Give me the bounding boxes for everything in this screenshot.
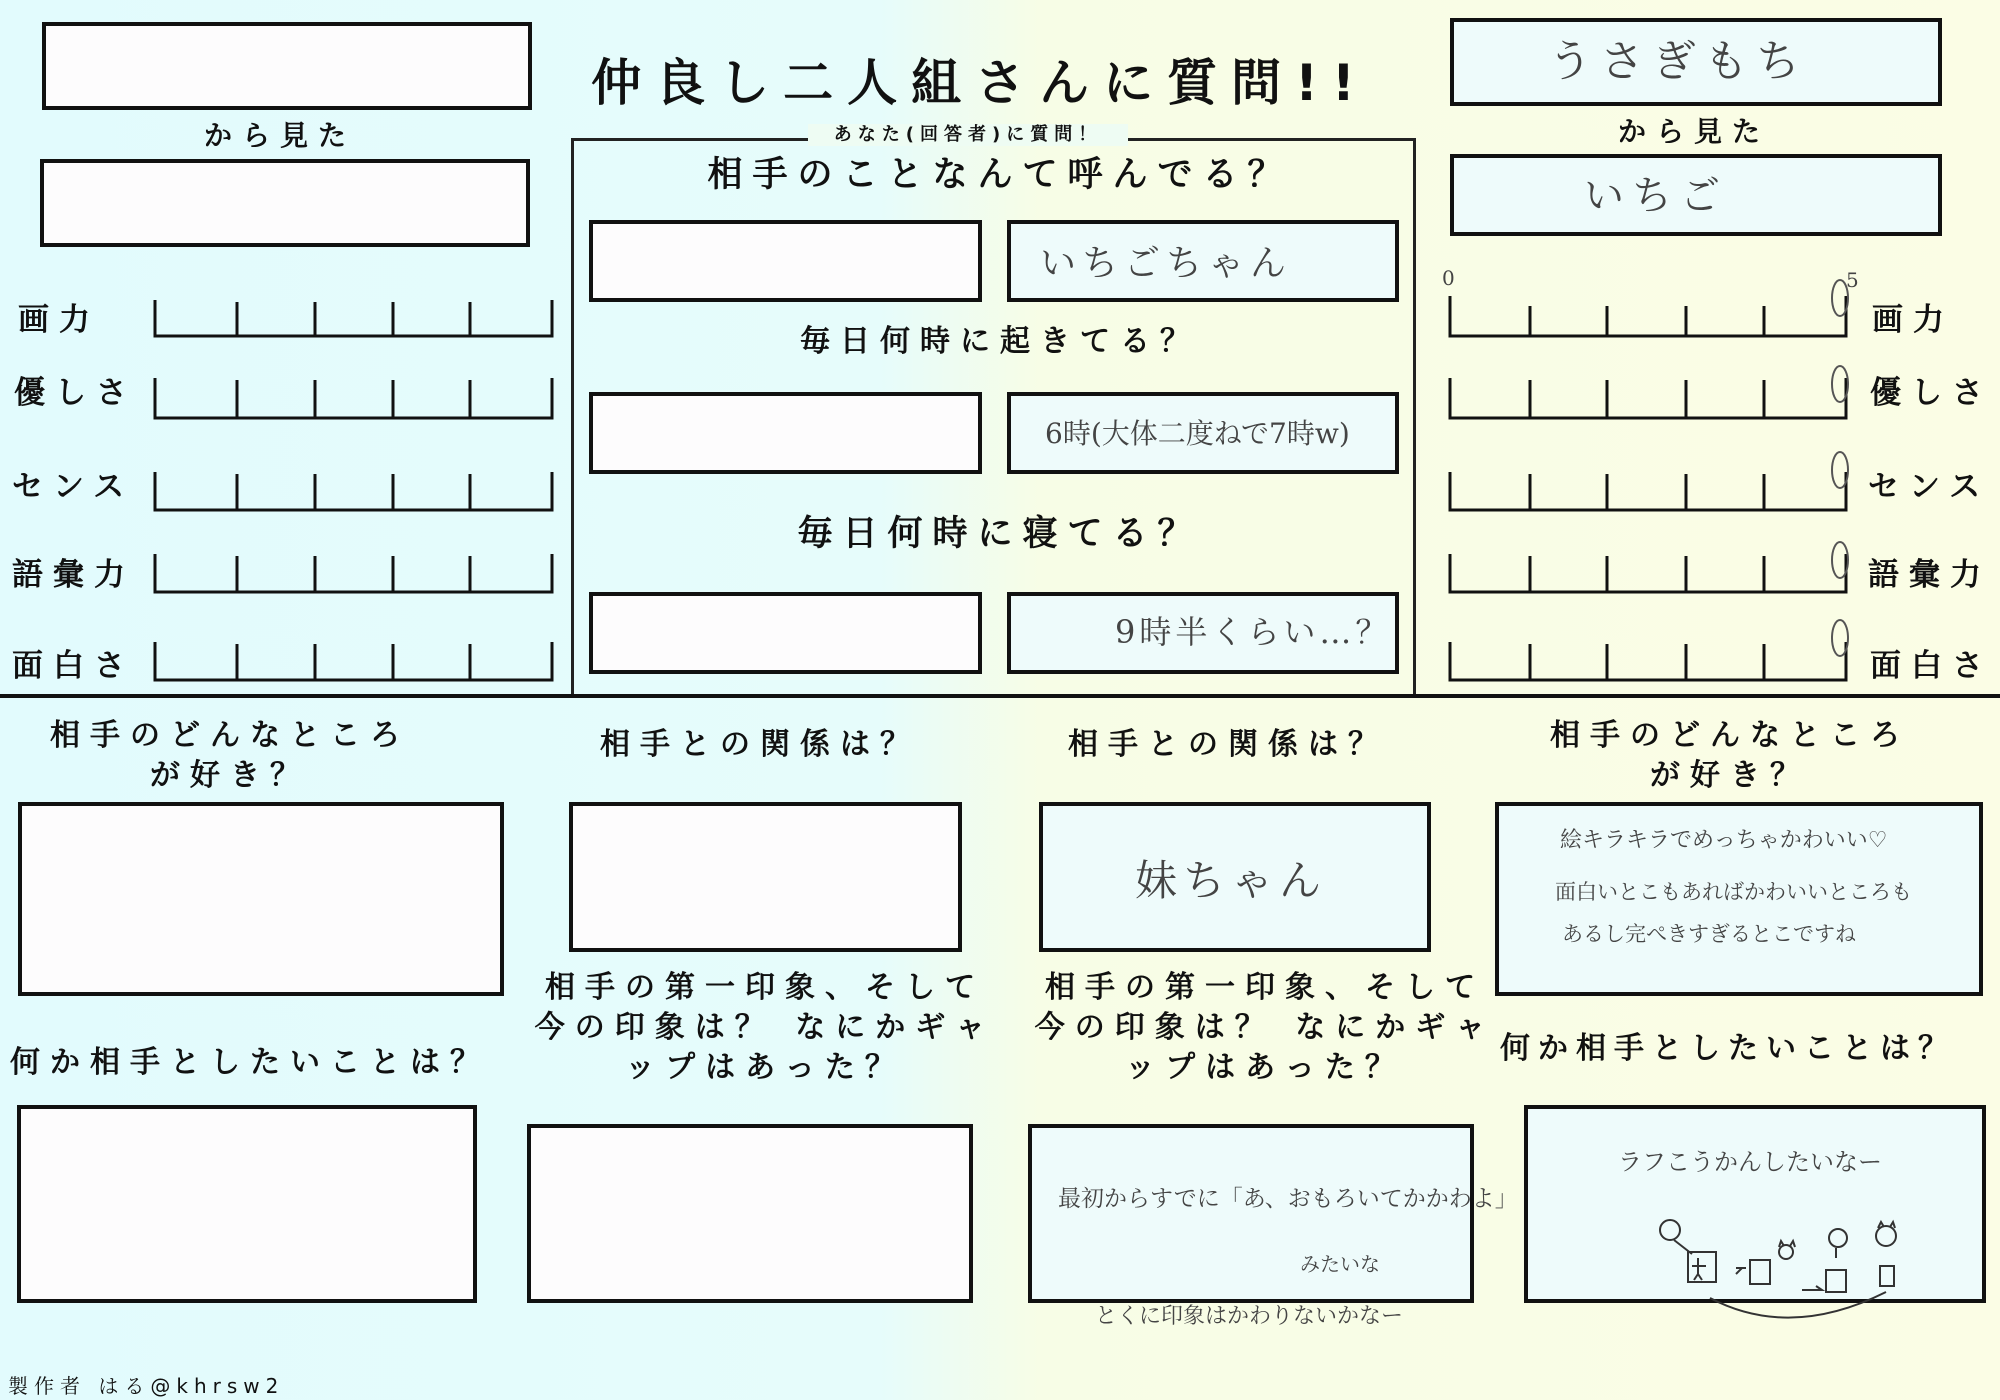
center-legend: あなた(回答者)に質問！ <box>808 124 1128 146</box>
question-like-left: 相手のどんなところ が好き？ <box>50 718 410 793</box>
answer-like-left[interactable] <box>18 802 504 996</box>
right-scale-5 <box>1450 642 1846 680</box>
right-stat-label: 画力 <box>1872 302 1954 338</box>
question-like-right: 相手のどんなところ が好き？ <box>1550 718 1910 793</box>
left-stat-label: 優しさ <box>14 375 137 411</box>
answer-nickname-left[interactable] <box>589 220 982 302</box>
left-scale-1 <box>155 300 552 336</box>
answer-sleep-left[interactable] <box>589 592 982 674</box>
left-stat-label: 面白さ <box>12 648 135 684</box>
handwritten-wake: 6時(大体二度ねで7時w) <box>1045 417 1350 450</box>
handwritten-name-from: うさぎもち <box>1548 36 1808 87</box>
right-stat-label: センス <box>1868 469 1991 505</box>
page-title: 仲良し二人組さんに質問!! <box>591 54 1369 112</box>
section-divider <box>0 694 2000 698</box>
right-scale-2 <box>1450 378 1846 418</box>
right-stat-label: 優しさ <box>1870 375 1993 411</box>
left-scale-5 <box>155 642 552 680</box>
left-rating-scales[interactable] <box>0 0 560 700</box>
credit-text: 製作者 はる@khrsw2 <box>8 1374 285 1398</box>
right-from-label: から見た <box>1617 115 1770 148</box>
right-rating-scales[interactable] <box>1400 0 2000 700</box>
left-stat-label: センス <box>12 469 135 505</box>
answer-impression-right[interactable] <box>1028 1124 1474 1303</box>
handwritten-like-1: 絵キラキラでめっちゃかわいい♡ <box>1560 828 1888 853</box>
handwritten-relation: 妹ちゃん <box>1135 856 1328 905</box>
right-stat-label: 面白さ <box>1870 648 1993 684</box>
handwritten-like-2: 面白いとこもあればかわいいところも <box>1555 880 1912 904</box>
left-scale-2 <box>155 378 552 418</box>
scale-end-label: 5 <box>1846 268 1859 292</box>
rating-mark <box>1832 620 1848 656</box>
left-scale-3 <box>155 472 552 510</box>
right-scale-4 <box>1450 554 1846 592</box>
question-want-right: 何か相手としたいことは？ <box>1500 1031 1956 1066</box>
answer-want-left[interactable] <box>17 1105 477 1303</box>
question-sleep: 毎日何時に寝てる？ <box>797 514 1203 554</box>
question-relation-right: 相手との関係は？ <box>1068 727 1388 762</box>
question-relation-left: 相手との関係は？ <box>600 727 920 762</box>
question-want-left: 何か相手としたいことは？ <box>10 1045 490 1080</box>
handwritten-impression-2: みたいな <box>1300 1252 1380 1276</box>
doodle-sketch <box>1640 1190 1910 1320</box>
right-scale-3 <box>1450 472 1846 510</box>
handwritten-like-3: あるし完ぺきすぎるとこですね <box>1562 922 1856 946</box>
question-nickname: 相手のことなんて呼んでる？ <box>707 155 1293 195</box>
answer-impression-left[interactable] <box>527 1124 973 1303</box>
left-stat-label: 画力 <box>18 302 100 338</box>
left-scale-4 <box>155 554 552 592</box>
handwritten-sleep: 9時半くらい…？ <box>1115 613 1392 651</box>
right-stat-label: 語彙力 <box>1868 557 1991 593</box>
rating-mark <box>1832 452 1848 488</box>
handwritten-nickname: いちごちゃん <box>1040 243 1293 284</box>
question-impression-left: 相手の第一印象、そして 今の印象は？ なにかギャップはあった？ <box>534 970 996 1085</box>
handwritten-impression-3: とくに印象はかわりないかなー <box>1095 1304 1404 1329</box>
scale-start-label: 0 <box>1442 266 1455 290</box>
handwritten-want: ラフこうかんしたいなー <box>1618 1148 1882 1176</box>
handwritten-name-to: いちご <box>1584 173 1728 219</box>
answer-relation-left[interactable] <box>569 802 962 952</box>
answer-wake-left[interactable] <box>589 392 982 474</box>
left-from-label: から見た <box>203 119 356 152</box>
left-stat-label: 語彙力 <box>12 557 135 593</box>
question-impression-right: 相手の第一印象、そして 今の印象は？ なにかギャップはあった？ <box>1034 970 1496 1085</box>
handwritten-impression-1: 最初からすでに「あ、おもろいてかかわよ」 <box>1058 1186 1518 1212</box>
question-wake: 毎日何時に起きてる？ <box>800 324 1200 359</box>
right-scale-1 <box>1450 296 1846 336</box>
